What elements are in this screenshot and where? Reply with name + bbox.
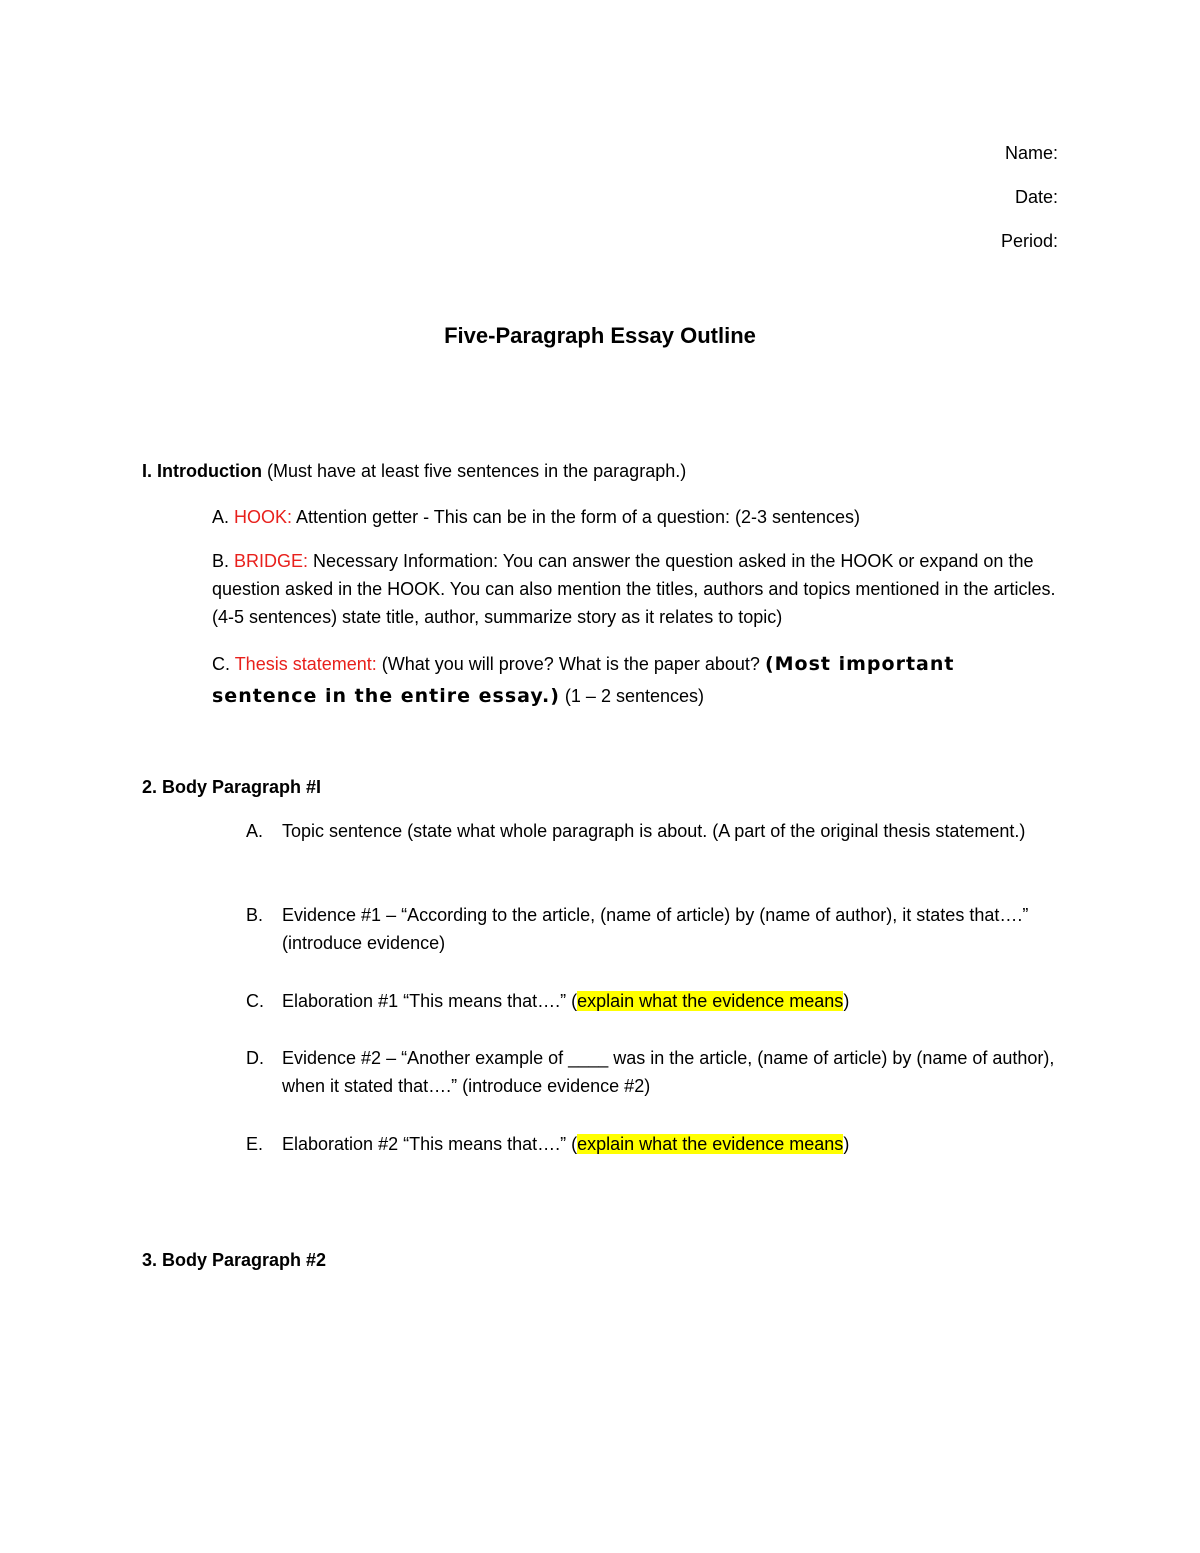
list-item-text: Topic sentence (state what whole paragraph is about. (A part of the original thesis statement.) <box>282 821 1026 841</box>
body-paragraph-2-heading-text: 3. Body Paragraph #2 <box>142 1250 327 1270</box>
body-paragraph-1-heading-text: 2. Body Paragraph #I <box>142 777 322 797</box>
thesis-text: (What you will prove? What is the paper about? <box>376 654 765 674</box>
list-item <box>246 901 1066 957</box>
list-item-letter: A. <box>246 821 264 841</box>
list-item-text: Evidence #2 – “Another example of ____ was in the article, (name of article) by (name of author), when it stated that….” (introduce evidence #2) <box>282 1048 1055 1096</box>
list-item-letter: D. <box>246 1048 264 1068</box>
name-label: Name: <box>1004 143 1058 163</box>
hook-item <box>212 503 1062 531</box>
introduction-heading-note: (Must have at least five sentences in the paragraph.) <box>261 461 687 481</box>
period-label: Period: <box>1000 231 1058 251</box>
hook-label: HOOK: <box>234 507 293 527</box>
list-item <box>246 1130 1066 1158</box>
list-item-letter: C. <box>246 991 264 1011</box>
list-item-letter: E. <box>246 1134 264 1154</box>
thesis-suffix: (1 – 2 sentences) <box>559 686 705 706</box>
list-item <box>246 817 1066 845</box>
hook-text: Attention getter - This can be in the form of a question: (2-3 sentences) <box>292 507 861 527</box>
elaboration-text: Elaboration #2 “This means that….” ( <box>282 1134 578 1154</box>
introduction-heading <box>142 460 686 482</box>
list-item <box>246 1044 1066 1100</box>
elaboration-suffix: ) <box>843 991 850 1011</box>
list-item-letter: B. <box>246 905 264 925</box>
hook-prefix: A. <box>212 507 235 527</box>
highlighted-instruction: explain what the evidence means <box>577 1134 844 1154</box>
bridge-prefix: B. <box>212 551 235 571</box>
bridge-item <box>212 547 1062 631</box>
highlighted-instruction: explain what the evidence means <box>577 991 844 1011</box>
thesis-item <box>212 648 1062 712</box>
body-paragraph-1-heading <box>142 776 321 798</box>
date-label: Date: <box>1014 187 1058 207</box>
thesis-label: Thesis statement: <box>234 654 377 674</box>
list-item <box>246 987 1066 1015</box>
list-item-text <box>282 1130 1066 1158</box>
page-title: Five-Paragraph Essay Outline <box>444 323 756 348</box>
elaboration-text: Elaboration #1 “This means that….” ( <box>282 991 578 1011</box>
student-info-block <box>1001 142 1058 274</box>
bridge-label: BRIDGE: <box>234 551 309 571</box>
elaboration-suffix: ) <box>843 1134 850 1154</box>
bridge-text: Necessary Information: You can answer the question asked in the HOOK or expand on the question asked in the HOOK. You can also mention the titles, authors and topics mentioned in the articles. (4-5 sentences) state title, author, summarize story as it relates to topic) <box>212 551 1056 627</box>
list-item-text: Evidence #1 – “According to the article, (name of article) by (name of author), it states that….” (introduce evidence) <box>282 905 1029 953</box>
introduction-heading-bold: I. Introduction <box>142 461 262 481</box>
thesis-prefix: C. <box>212 654 235 674</box>
list-item-text <box>282 987 1066 1015</box>
thesis-emphasis: (Most important sentence in the entire essay.) <box>212 653 955 707</box>
body-paragraph-2-heading <box>142 1249 326 1271</box>
